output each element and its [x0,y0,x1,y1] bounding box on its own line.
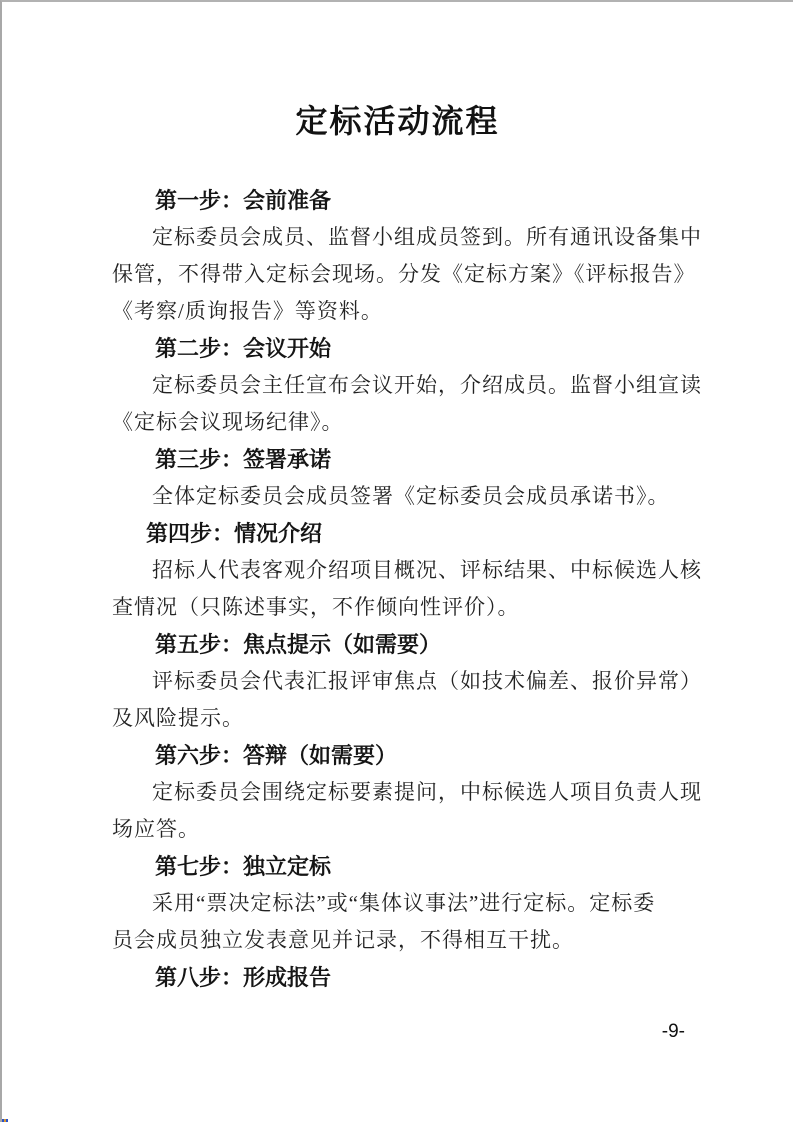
step-6-heading: 第六步：答辩（如需要） [155,743,398,768]
page-title: 定标活动流程 [295,103,500,139]
document-body [112,182,712,996]
body-line: 采用“票决定标法”或“集体议事法”进行定标。定标委 [152,891,656,915]
body-line: 查情况（只陈述事实，不作倾向性评价）。 [112,595,520,619]
body-line: 员会成员独立发表意见并记录，不得相互干扰。 [112,928,574,952]
body-line: 及风险提示。 [112,706,244,730]
step-4-heading: 第四步：情况介绍 [146,521,323,546]
step-2-heading: 第二步：会议开始 [155,336,332,361]
body-line: 《考察/质询报告》等资料。 [112,299,383,323]
body-line: 保管，不得带入定标会现场。分发《定标方案》《评标报告》 [112,262,696,286]
body-line: 全体定标委员会成员签署《定标委员会成员承诺书》。 [152,484,670,508]
body-line: 定标委员会成员、监督小组成员签到。所有通讯设备集中 [152,225,702,249]
body-line: 《定标会议现场纪律》。 [112,410,344,434]
body-line: 评标委员会代表汇报评审焦点（如技术偏差、报价异常） [152,669,702,693]
step-5-heading: 第五步：焦点提示（如需要） [155,632,442,657]
step-8-heading: 第八步：形成报告 [155,965,332,990]
body-line: 定标委员会围绕定标要素提问，中标候选人项目负责人现 [152,780,702,804]
step-3-heading: 第三步：签署承诺 [155,447,332,472]
body-line: 定标委员会主任宣布会议开始，介绍成员。监督小组宣读 [152,373,702,397]
body-line: 招标人代表客观介绍项目概况、评标结果、中标候选人核 [152,558,702,582]
step-7-heading: 第七步：独立定标 [155,854,332,879]
body-line: 场应答。 [112,817,200,841]
step-1-heading: 第一步：会前准备 [155,188,332,213]
page-number: -9- [661,1021,685,1042]
